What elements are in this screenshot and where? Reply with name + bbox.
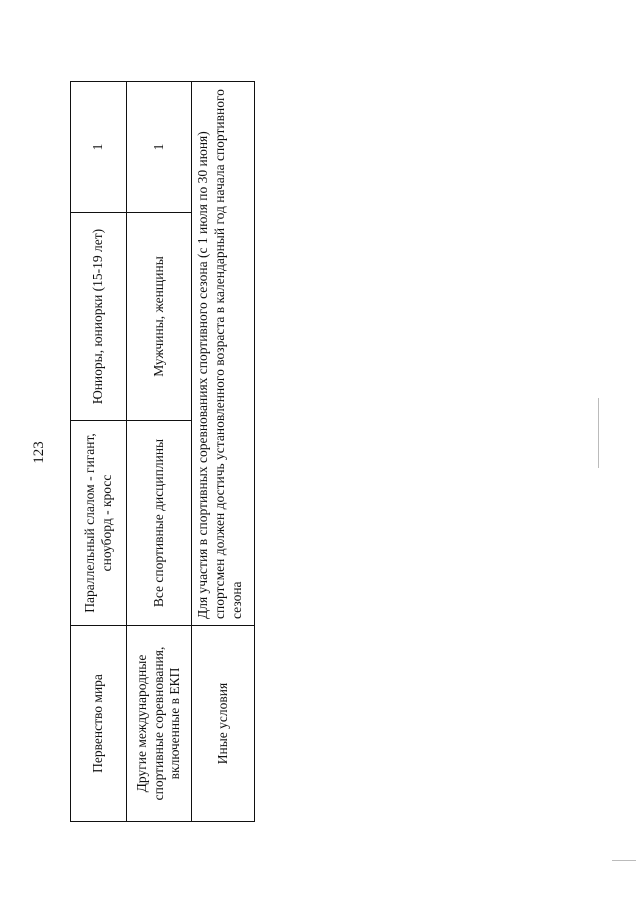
scan-edge-mark bbox=[612, 860, 636, 861]
other-conditions-text: Для участия в спортивных соревнованиях спортивного сезона (с 1 июля по 30 июня) спортсмен должен достичь установленного возраста в календарный год начала спортивного сезона bbox=[192, 82, 255, 626]
table-row bbox=[71, 82, 127, 822]
competition-table bbox=[70, 81, 255, 822]
cell-disciplines: Все спортивные дисциплины bbox=[127, 421, 192, 626]
table-row-other-conditions bbox=[192, 82, 255, 822]
cell-category: Другие международные спортивные соревнования, включенные в ЕКП bbox=[127, 626, 192, 822]
cell-participants: Мужчины, женщины bbox=[127, 213, 192, 421]
cell-count: 1 bbox=[71, 82, 127, 213]
cell-participants: Юниоры, юниорки (15-19 лет) bbox=[71, 213, 127, 421]
scan-edge-mark bbox=[598, 398, 599, 468]
cell-count: 1 bbox=[127, 82, 192, 213]
page-number: 123 bbox=[31, 441, 47, 464]
cell-category: Первенство мира bbox=[71, 626, 127, 822]
other-conditions-label: Иные условия bbox=[192, 626, 255, 822]
cell-disciplines: Параллельный слалом - гигант, сноуборд - кросс bbox=[71, 421, 127, 626]
table-row bbox=[127, 82, 192, 822]
